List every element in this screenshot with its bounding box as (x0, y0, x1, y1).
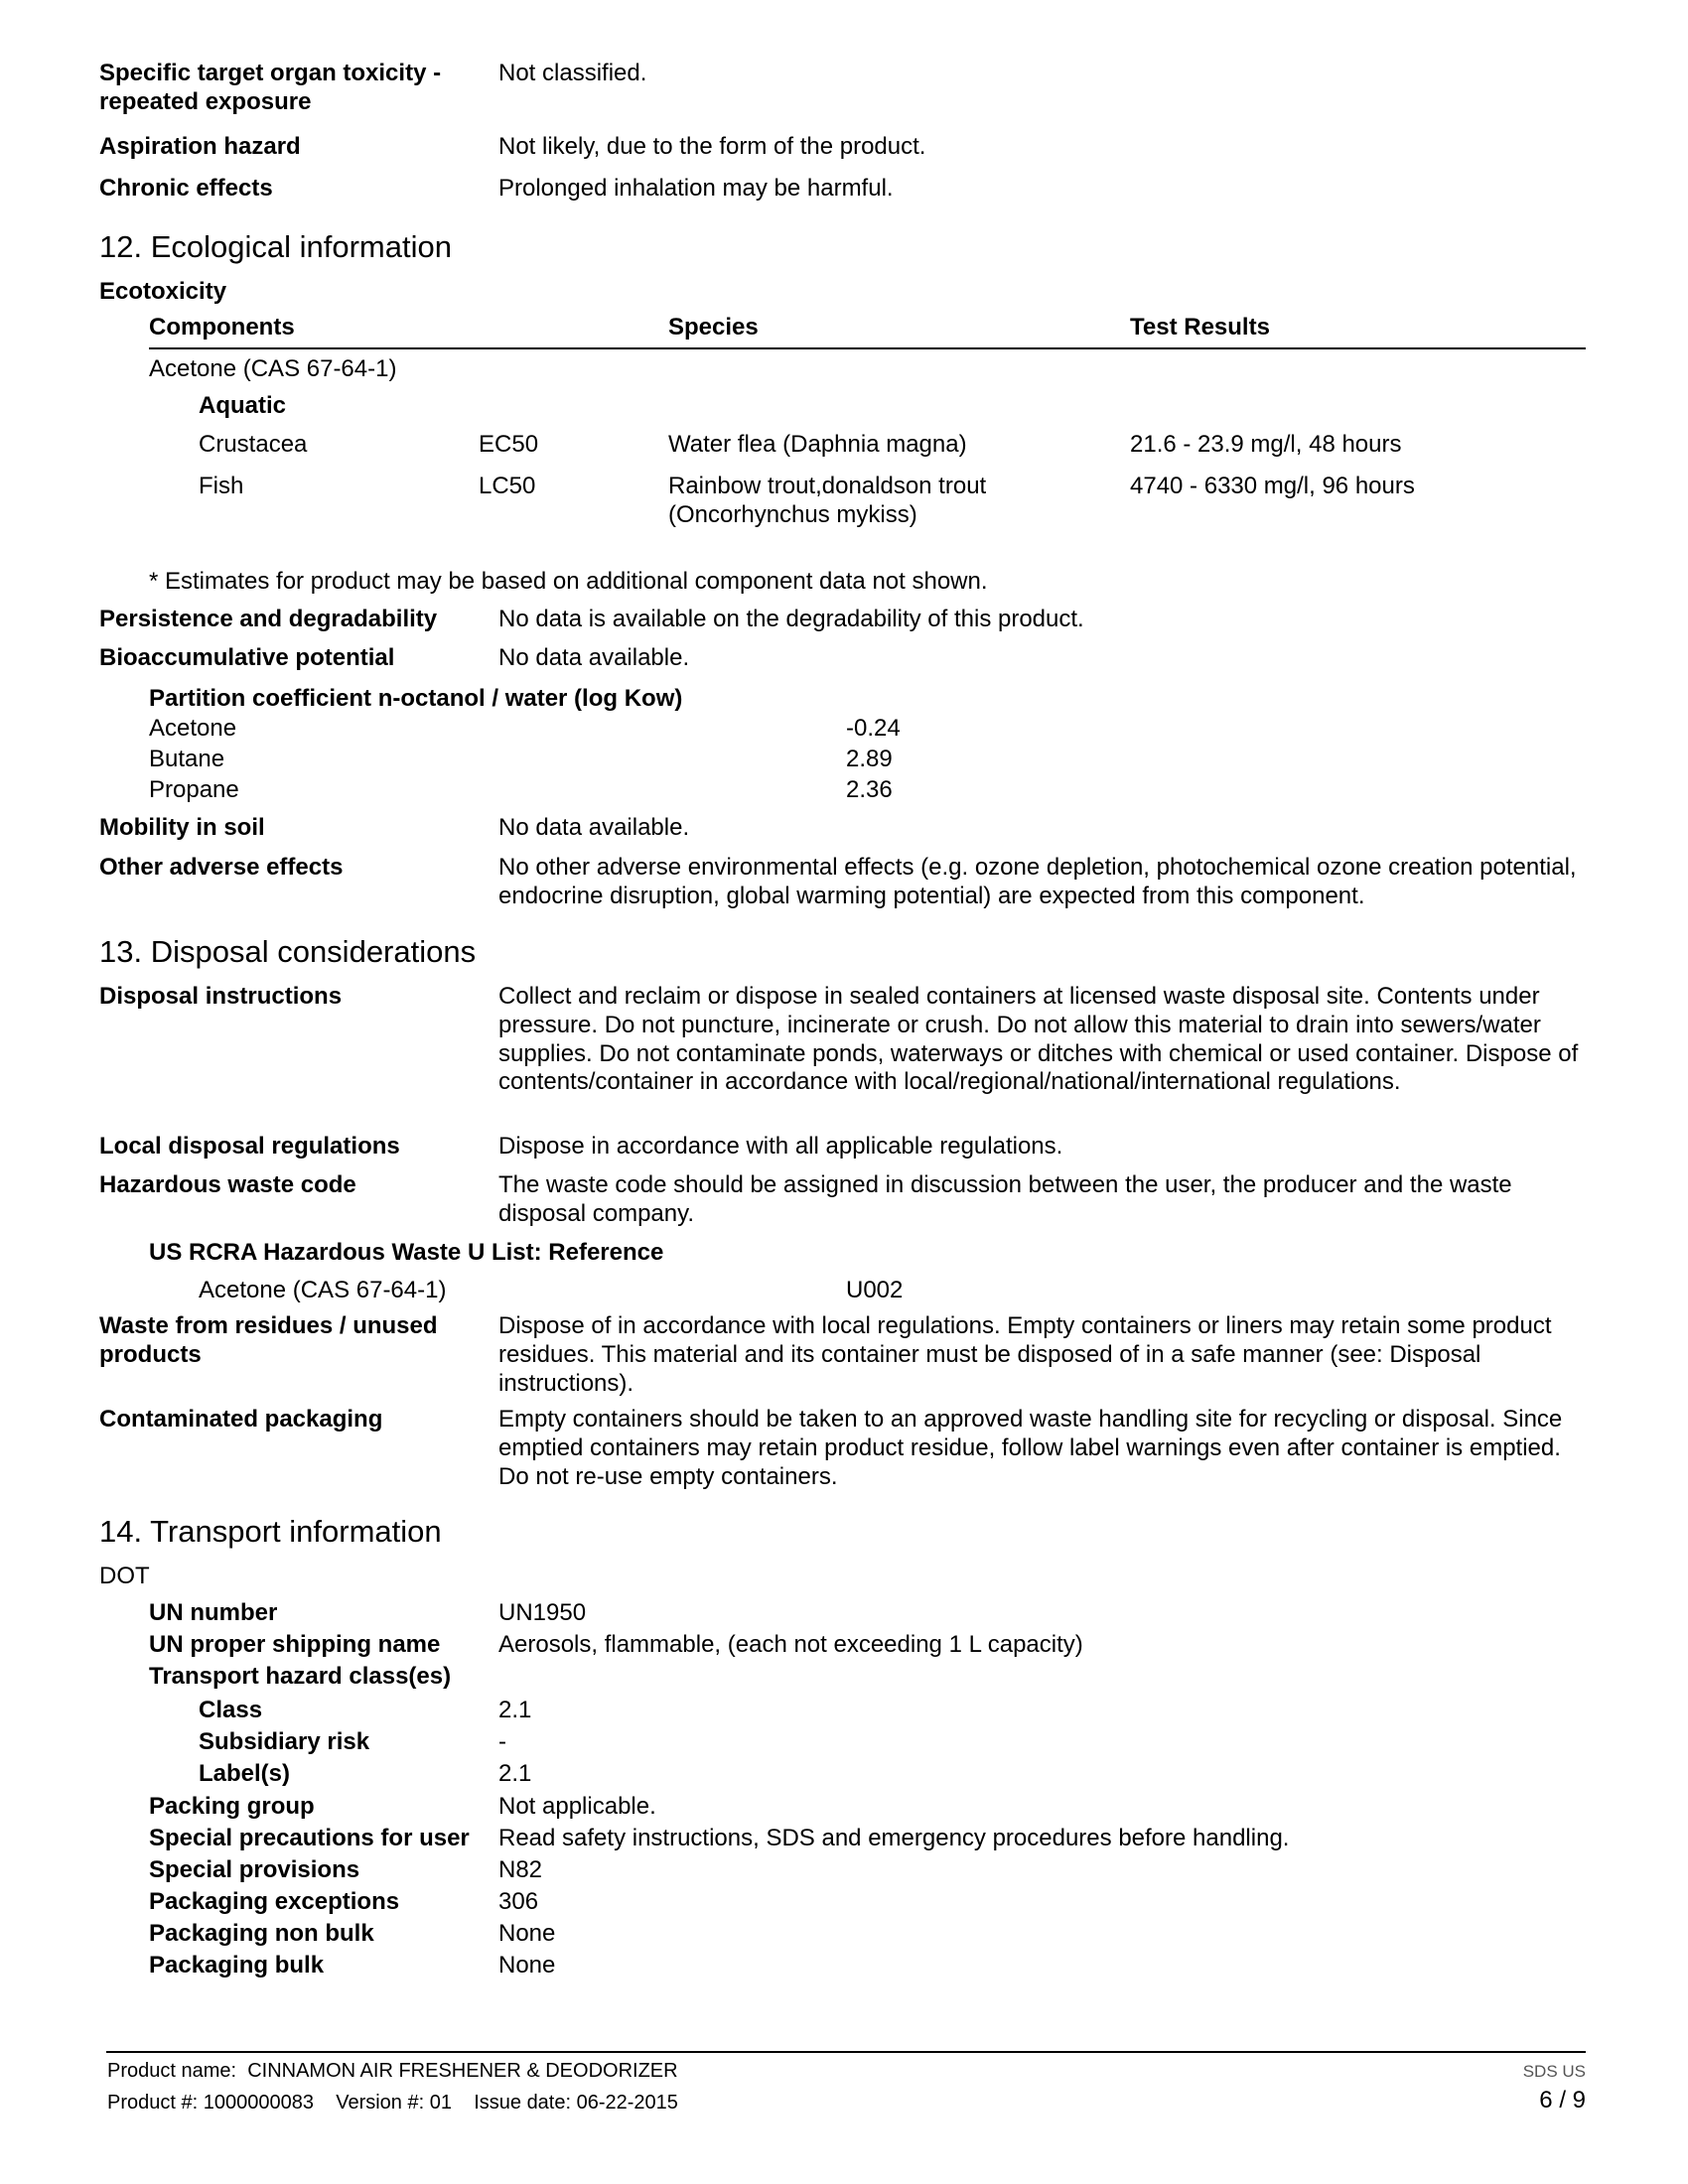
partition-name: Butane (149, 746, 225, 772)
subsidiary-label: Subsidiary risk (199, 1728, 370, 1755)
product-name-value: CINNAMON AIR FRESHENER & DEODORIZER (247, 2060, 678, 2082)
shipping-name-value: Aerosols, flammable, (each not exceeding 1 L capacity) (498, 1631, 1083, 1658)
precautions-label: Special precautions for user (149, 1825, 470, 1851)
table-header-species: Species (668, 314, 759, 341)
adverse-value: No other adverse environmental effects (e.g. ozone depletion, photochemical ozone creation potential, endocrine disruption, global warming potential) are expected from this component. (498, 854, 1577, 909)
non-bulk-value: None (498, 1920, 556, 1947)
partition-label: Partition coefficient n-octanol / water (log Kow) (149, 685, 683, 712)
ecotoxicity-label: Ecotoxicity (99, 278, 227, 305)
class-value: 2.1 (498, 1697, 532, 1723)
mobility-value: No data available. (498, 814, 690, 841)
hazcode-label: Hazardous waste code (99, 1171, 356, 1198)
table-cell-result: 21.6 - 23.9 mg/l, 48 hours (1130, 431, 1402, 458)
table-header-results: Test Results (1130, 314, 1270, 341)
partition-name: Propane (149, 776, 239, 803)
table-cell-test: EC50 (479, 431, 539, 458)
bulk-label: Packaging bulk (149, 1952, 325, 1979)
residues-label: Waste from residues / unused products (99, 1312, 438, 1368)
issue-date-value: 06-22-2015 (576, 2092, 678, 2114)
table-header-rule (149, 347, 1586, 349)
provisions-label: Special provisions (149, 1856, 360, 1883)
hazard-class-label: Transport hazard class(es) (149, 1663, 452, 1690)
footer-product-name (107, 2059, 678, 2083)
partition-value: 2.36 (846, 776, 893, 803)
table-group: Aquatic (199, 392, 287, 419)
stot-repeated-label: Specific target organ toxicity - repeated exposure (99, 60, 442, 115)
bioaccum-value: No data available. (498, 644, 690, 671)
footer-page-number: 6 / 9 (1539, 2087, 1586, 2114)
exceptions-label: Packaging exceptions (149, 1888, 400, 1915)
local-disposal-label: Local disposal regulations (99, 1133, 400, 1160)
estimates-note: * Estimates for product may be based on additional component data not shown. (149, 568, 988, 595)
un-number-value: UN1950 (498, 1599, 587, 1626)
persistence-label: Persistence and degradability (99, 606, 438, 632)
table-component: Acetone (CAS 67-64-1) (149, 355, 397, 382)
non-bulk-label: Packaging non bulk (149, 1920, 374, 1947)
table-cell-organism: Fish (199, 473, 244, 499)
shipping-name-label: UN proper shipping name (149, 1631, 441, 1658)
bulk-value: None (498, 1952, 556, 1979)
residues-value: Dispose of in accordance with local regulations. Empty containers or liners may retain some product residues. This material and its container must be disposed of in a safe manner (see: Disposal instructions). (498, 1312, 1552, 1397)
rcra-code: U002 (846, 1277, 904, 1303)
mobility-label: Mobility in soil (99, 814, 265, 841)
disposal-instructions-label: Disposal instructions (99, 983, 343, 1010)
provisions-value: N82 (498, 1856, 543, 1883)
labels-label: Label(s) (199, 1760, 291, 1787)
footer-product-meta (107, 2091, 678, 2115)
product-num-value: 1000000083 (203, 2092, 314, 2114)
hazcode-value: The waste code should be assigned in discussion between the user, the producer and the waste disposal company. (498, 1171, 1512, 1227)
packing-group-label: Packing group (149, 1793, 315, 1820)
persistence-value: No data is available on the degradability of this product. (498, 606, 1084, 632)
table-cell-species: Rainbow trout,donaldson trout (Oncorhynchus mykiss) (668, 473, 987, 528)
section-13-title: 13. Disposal considerations (99, 934, 477, 969)
chronic-value: Prolonged inhalation may be harmful. (498, 175, 894, 202)
dot-label: DOT (99, 1563, 150, 1589)
un-number-label: UN number (149, 1599, 278, 1626)
table-cell-species: Water flea (Daphnia magna) (668, 431, 967, 458)
exceptions-value: 306 (498, 1888, 539, 1915)
section-12-title: 12. Ecological information (99, 229, 452, 264)
local-disposal-value: Dispose in accordance with all applicable regulations. (498, 1133, 1063, 1160)
version-label: Version #: (336, 2092, 425, 2114)
table-cell-result: 4740 - 6330 mg/l, 96 hours (1130, 473, 1415, 499)
class-label: Class (199, 1697, 263, 1723)
partition-value: 2.89 (846, 746, 893, 772)
disposal-instructions-value: Collect and reclaim or dispose in sealed containers at licensed waste disposal site. Contents under pressure. Do not puncture, incinerate or crush. Do not allow this material to drain into sewers/water supplies. Do not contaminate ponds, waterways or ditches with chemical or used container. Dispose of contents/container in accordance with local/regional/national/international regulations. (498, 983, 1579, 1096)
aspiration-value: Not likely, due to the form of the product. (498, 133, 926, 160)
issue-date-label: Issue date: (474, 2092, 572, 2114)
packing-group-value: Not applicable. (498, 1793, 656, 1820)
section-14-title: 14. Transport information (99, 1514, 442, 1549)
rcra-label: US RCRA Hazardous Waste U List: Reference (149, 1239, 664, 1266)
labels-value: 2.1 (498, 1760, 532, 1787)
precautions-value: Read safety instructions, SDS and emergency procedures before handling. (498, 1825, 1290, 1851)
version-value: 01 (429, 2092, 452, 2114)
product-name-label: Product name: (107, 2060, 237, 2082)
aspiration-label: Aspiration hazard (99, 133, 301, 160)
table-header-components: Components (149, 314, 295, 341)
stot-repeated-value: Not classified. (498, 60, 647, 86)
rcra-component: Acetone (CAS 67-64-1) (199, 1277, 447, 1303)
packaging-value: Empty containers should be taken to an approved waste handling site for recycling or disposal. Since emptied containers may retain product residue, follow label warnings even after container is emptied. Do not re-use empty containers. (498, 1406, 1563, 1490)
adverse-label: Other adverse effects (99, 854, 344, 881)
bioaccum-label: Bioaccumulative potential (99, 644, 395, 671)
packaging-label: Contaminated packaging (99, 1406, 383, 1433)
chronic-label: Chronic effects (99, 175, 273, 202)
footer-rule (106, 2051, 1586, 2053)
table-cell-test: LC50 (479, 473, 536, 499)
footer-doc-type: SDS US (1522, 2062, 1586, 2081)
partition-name: Acetone (149, 715, 237, 742)
subsidiary-value: - (498, 1728, 506, 1755)
partition-value: -0.24 (846, 715, 901, 742)
table-cell-organism: Crustacea (199, 431, 308, 458)
product-num-label: Product #: (107, 2092, 199, 2114)
